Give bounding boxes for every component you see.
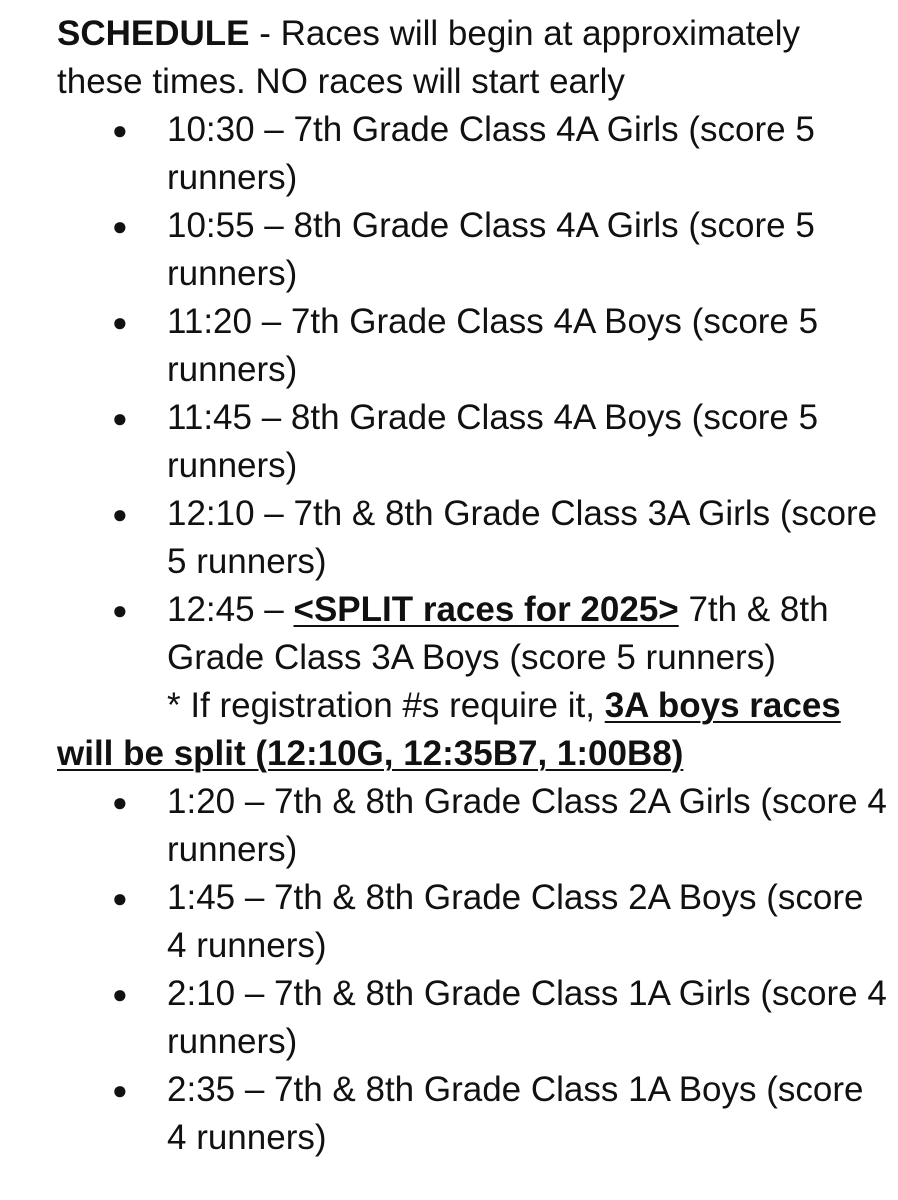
list-item: [57, 394, 887, 490]
race-entry: 2:10 – 7th & 8th Grade Class 1A Girls (score 4 runners): [167, 974, 887, 1061]
race-time: 12:45 –: [167, 590, 294, 629]
race-entry: 1:20 – 7th & 8th Grade Class 2A Girls (score 4 runners): [167, 782, 887, 869]
note-highlight: 3A boys races will be split (12:10G, 12:35B7, 1:00B8): [57, 686, 841, 773]
split-note: [57, 682, 887, 778]
race-list-bottom: [57, 778, 887, 1162]
list-item: [57, 874, 887, 970]
race-entry: 10:55 – 8th Grade Class 4A Girls (score 5 runners): [167, 206, 815, 293]
bullet-icon: ●: [112, 595, 128, 625]
race-entry: 11:45 – 8th Grade Class 4A Boys (score 5 runners): [167, 398, 819, 485]
list-item: [57, 778, 887, 874]
race-entry: 2:35 – 7th & 8th Grade Class 1A Boys (score 4 runners): [167, 1070, 864, 1157]
list-item: [57, 490, 887, 586]
schedule-document: [57, 10, 887, 1162]
bullet-icon: ●: [112, 1075, 128, 1105]
split-races-highlight: <SPLIT races for 2025>: [293, 590, 679, 629]
bullet-icon: ●: [112, 883, 128, 913]
list-item: [57, 298, 887, 394]
list-item-split: [57, 586, 887, 682]
list-item: [57, 970, 887, 1066]
bullet-icon: ●: [112, 787, 128, 817]
bullet-icon: ●: [112, 979, 128, 1009]
list-item: [57, 202, 887, 298]
race-entry: 7th & 8th Grade Class 3A Boys (score 5 runners): [167, 590, 829, 677]
note-text: * If registration #s require it,: [167, 686, 605, 725]
list-item: [57, 106, 887, 202]
schedule-intro: - Races will begin at approximately these times. NO races will start early: [57, 14, 801, 101]
bullet-icon: ●: [112, 115, 128, 145]
race-entry: 10:30 – 7th Grade Class 4A Girls (score 5 runners): [167, 110, 815, 197]
bullet-icon: ●: [112, 307, 128, 337]
race-entry: 1:45 – 7th & 8th Grade Class 2A Boys (score 4 runners): [167, 878, 864, 965]
bullet-icon: ●: [112, 499, 128, 529]
race-entry: 12:10 – 7th & 8th Grade Class 3A Girls (score 5 runners): [167, 494, 878, 581]
schedule-label: SCHEDULE: [57, 14, 250, 53]
list-item: [57, 1066, 887, 1162]
schedule-heading: [57, 10, 887, 106]
race-list-top: [57, 106, 887, 682]
bullet-icon: ●: [112, 403, 128, 433]
bullet-icon: ●: [112, 211, 128, 241]
race-entry: 11:20 – 7th Grade Class 4A Boys (score 5 runners): [167, 302, 819, 389]
